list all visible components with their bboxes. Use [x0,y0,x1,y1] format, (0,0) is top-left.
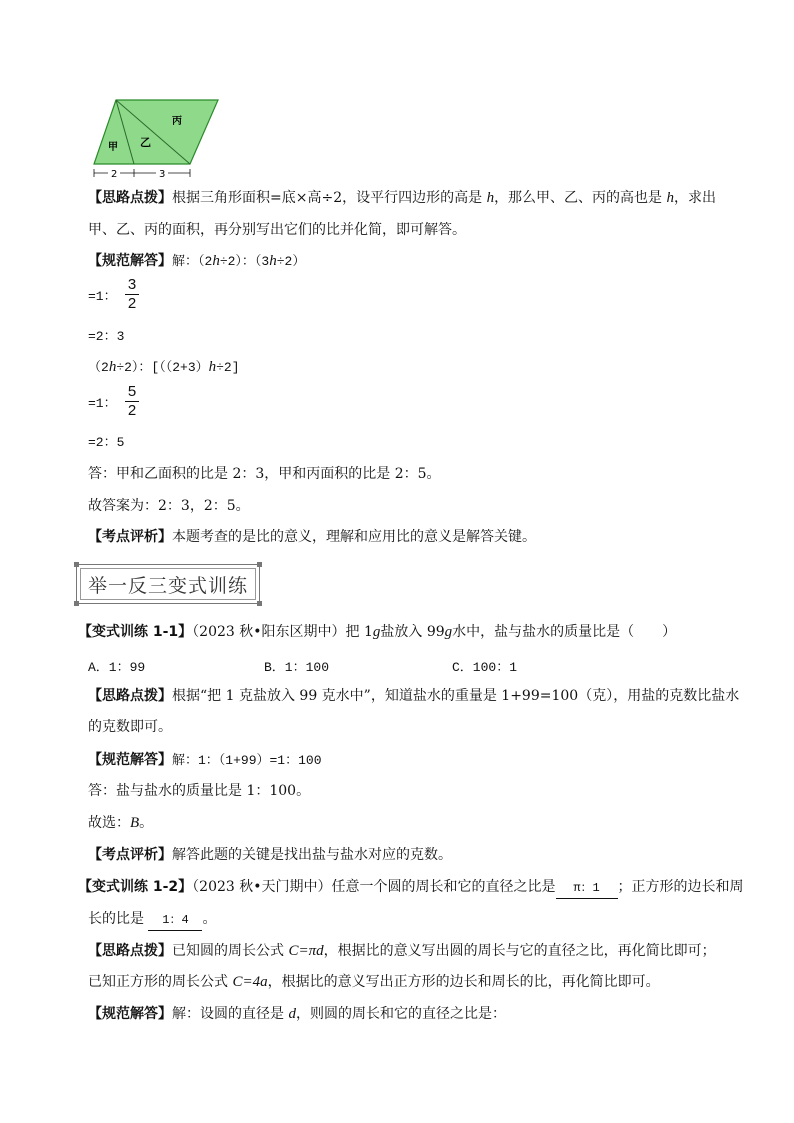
v12-solution: 【规范解答】解：设圆的直径是 d，则圆的周长和它的直径之比是： [88,1006,506,1022]
v12-hint-line1: 【思路点拨】已知圆的周长公式 C=πd，根据比的意义写出圆的周长与它的直径之比，再化简比即可； [88,943,716,959]
v11-answer: 答：盐与盐水的质量比是 1：100。 [88,783,311,799]
v11-hint-line1: 【思路点拨】根据“把 1 克盐放入 99 克水中”，知道盐水的重量是 1+99=100（克），用盐的克数比盐水 [88,688,740,704]
v11-final: 故选：B。 [88,815,154,831]
v12-stem-line2: 长的比是 1：4 。 [88,909,216,931]
q1-final: 故答案为：2：3，2：5。 [88,498,250,514]
answer-blank-2: 1：4 [148,910,202,931]
parallelogram-figure [88,94,224,180]
label-bing: 丙 [172,116,182,127]
label-jia: 甲 [108,142,118,153]
v12-hint-line2: 已知正方形的周长公式 C=4a，根据比的意义写出正方形的边长和周长的比，再化简比即可。 [88,974,660,990]
label-yi: 乙 [140,136,151,149]
section-title-box [76,564,260,604]
q1-hint-line1: 【思路点拨】根据三角形面积=底×高÷2，设平行四边形的高是 h，那么甲、乙、丙的高也是 h，求出 [88,190,717,206]
section-title: 举一反三变式训练 [87,575,248,597]
fraction-5-2: 5 2 [124,383,140,420]
answer-blank-1: π：1 [556,878,618,899]
v12-stem-line1: 【变式训练 1-2】（2023 秋•天门期中）任意一个圆的周长和它的直径之比是 π：1 ；正方形的边长和周 [78,877,744,899]
q1-eq-line6: =2：5 [88,435,125,450]
q1-eq-prefix-1: =1： [88,289,117,304]
q1-hint-line2: 甲、乙、丙的面积，再分别写出它们的比并化简，即可解答。 [88,222,466,238]
dim-left: 2 [111,169,118,180]
q1-eq-line3: =2：3 [88,329,125,344]
dim-right: 3 [159,169,166,180]
v11-review: 【考点评析】解答此题的关键是找出盐与盐水对应的克数。 [88,847,452,863]
v11-stem: 【变式训练 1-1】（2023 秋•阳东区期中）把 1g盐放入 99g水中，盐与盐水的质量比是（ ） [78,624,677,640]
v11-option-a: A．1：99 [88,660,146,675]
parallelogram-shape [94,100,218,164]
q1-solution-line1: 【规范解答】解：（2h÷2）：（3h÷2） [88,253,306,269]
q1-answer: 答：甲和乙面积的比是 2：3，甲和丙面积的比是 2：5。 [88,466,441,482]
q1-eq-prefix-2: =1： [88,396,117,411]
v11-solution: 【规范解答】解：1：（1+99）=1：100 [88,752,322,768]
v11-option-b: B．1：100 [264,660,330,675]
v11-option-c: C．100：1 [452,660,518,675]
q1-solution-line4: （2h÷2）：[（（2+3）h÷2] [88,359,240,375]
v11-hint-line2: 的克数即可。 [88,719,172,735]
q1-review: 【考点评析】本题考查的是比的意义，理解和应用比的意义是解答关键。 [88,529,536,545]
fraction-3-2: 3 2 [124,276,140,313]
